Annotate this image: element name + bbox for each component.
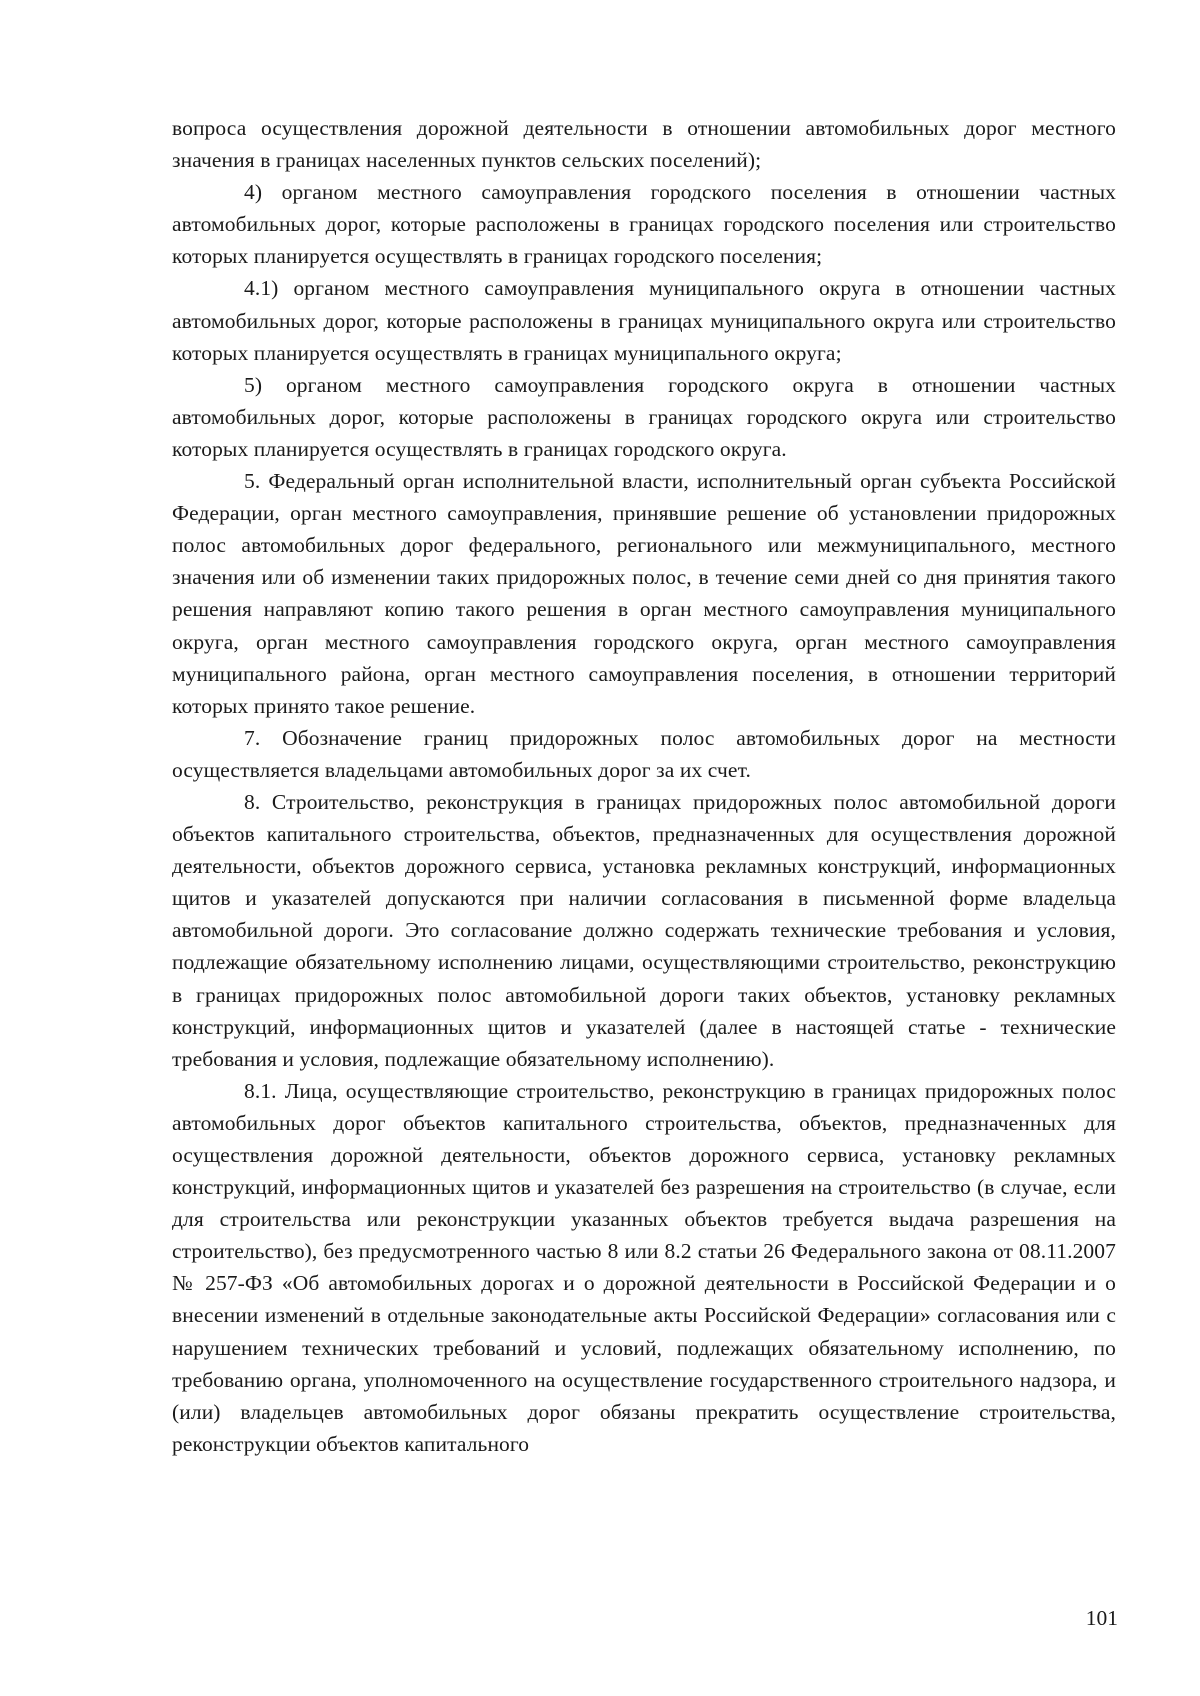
paragraph-section-5: 5. Федеральный орган исполнительной власти, исполнительный орган субъекта Российской Федерации, орган местного самоуправления, принявшие решение об установлении придорожных полос автомобильных дорог федерального, регионального или межмуниципального, местного значения или об изменении таких придорожных полос, в течение семи дней со дня принятия такого решения направляют копию такого решения в орган местного самоуправления муниципального округа, орган местного самоуправления городского округа, орган местного самоуправления муниципального района, орган местного самоуправления поселения, в отношении территорий которых принято такое решение. bbox=[172, 469, 1116, 718]
paragraph-continuation: вопроса осуществления дорожной деятельности в отношении автомобильных дорог местного значения в границах населенных пунктов сельских поселений); bbox=[172, 116, 1116, 173]
page-number: 101 bbox=[1085, 1606, 1118, 1630]
document-body bbox=[172, 112, 1116, 1460]
paragraph-section-8-1: 8.1. Лица, осуществляющие строительство, реконструкцию в границах придорожных полос автомобильных дорог объектов капитального строительства, объектов, предназначенных для осуществления дорожной деятельности, объектов дорожного сервиса, установку рекламных конструкций, информационных щитов и указателей без разрешения на строительство (в случае, если для строительства или реконструкции указанных объектов требуется выдача разрешения на строительство), без предусмотренного частью 8 или 8.2 статьи 26 Федерального закона от 08.11.2007 № 257-ФЗ «Об автомобильных дорогах и о дорожной деятельности в Российской Федерации и о внесении изменений в отдельные законодательные акты Российской Федерации» согласования или с нарушением технических требований и условий, подлежащих обязательному исполнению, по требованию органа, уполномоченного на осуществление государственного строительного надзора, и (или) владельцев автомобильных дорог обязаны прекратить осуществление строительства, реконструкции объектов капитального bbox=[172, 1078, 1116, 1456]
paragraph-item-4-1: 4.1) органом местного самоуправления муниципального округа в отношении частных автомобильных дорог, которые расположены в границах муниципального округа или строительство которых планируется осуществлять в границах муниципального округа; bbox=[172, 276, 1116, 365]
paragraph-item-4: 4) органом местного самоуправления городского поселения в отношении частных автомобильных дорог, которые расположены в границах городского поселения или строительство которых планируется осуществлять в границах городского поселения; bbox=[172, 180, 1116, 269]
paragraph-section-7: 7. Обозначение границ придорожных полос автомобильных дорог на местности осуществляется владельцами автомобильных дорог за их счет. bbox=[172, 725, 1116, 782]
paragraph-item-5: 5) органом местного самоуправления городского округа в отношении частных автомобильных дорог, которые расположены в границах городского округа или строительство которых планируется осуществлять в границах городского округа. bbox=[172, 372, 1116, 461]
paragraph-section-8: 8. Строительство, реконструкция в границах придорожных полос автомобильной дороги объектов капитального строительства, объектов, предназначенных для осуществления дорожной деятельности, объектов дорожного сервиса, установка рекламных конструкций, информационных щитов и указателей допускаются при наличии согласования в письменной форме владельца автомобильной дороги. Это согласование должно содержать технические требования и условия, подлежащие обязательному исполнению лицами, осуществляющими строительство, реконструкцию в границах придорожных полос автомобильной дороги таких объектов, установку рекламных конструкций, информационных щитов и указателей (далее в настоящей статье - технические требования и условия, подлежащие обязательному исполнению). bbox=[172, 789, 1116, 1071]
